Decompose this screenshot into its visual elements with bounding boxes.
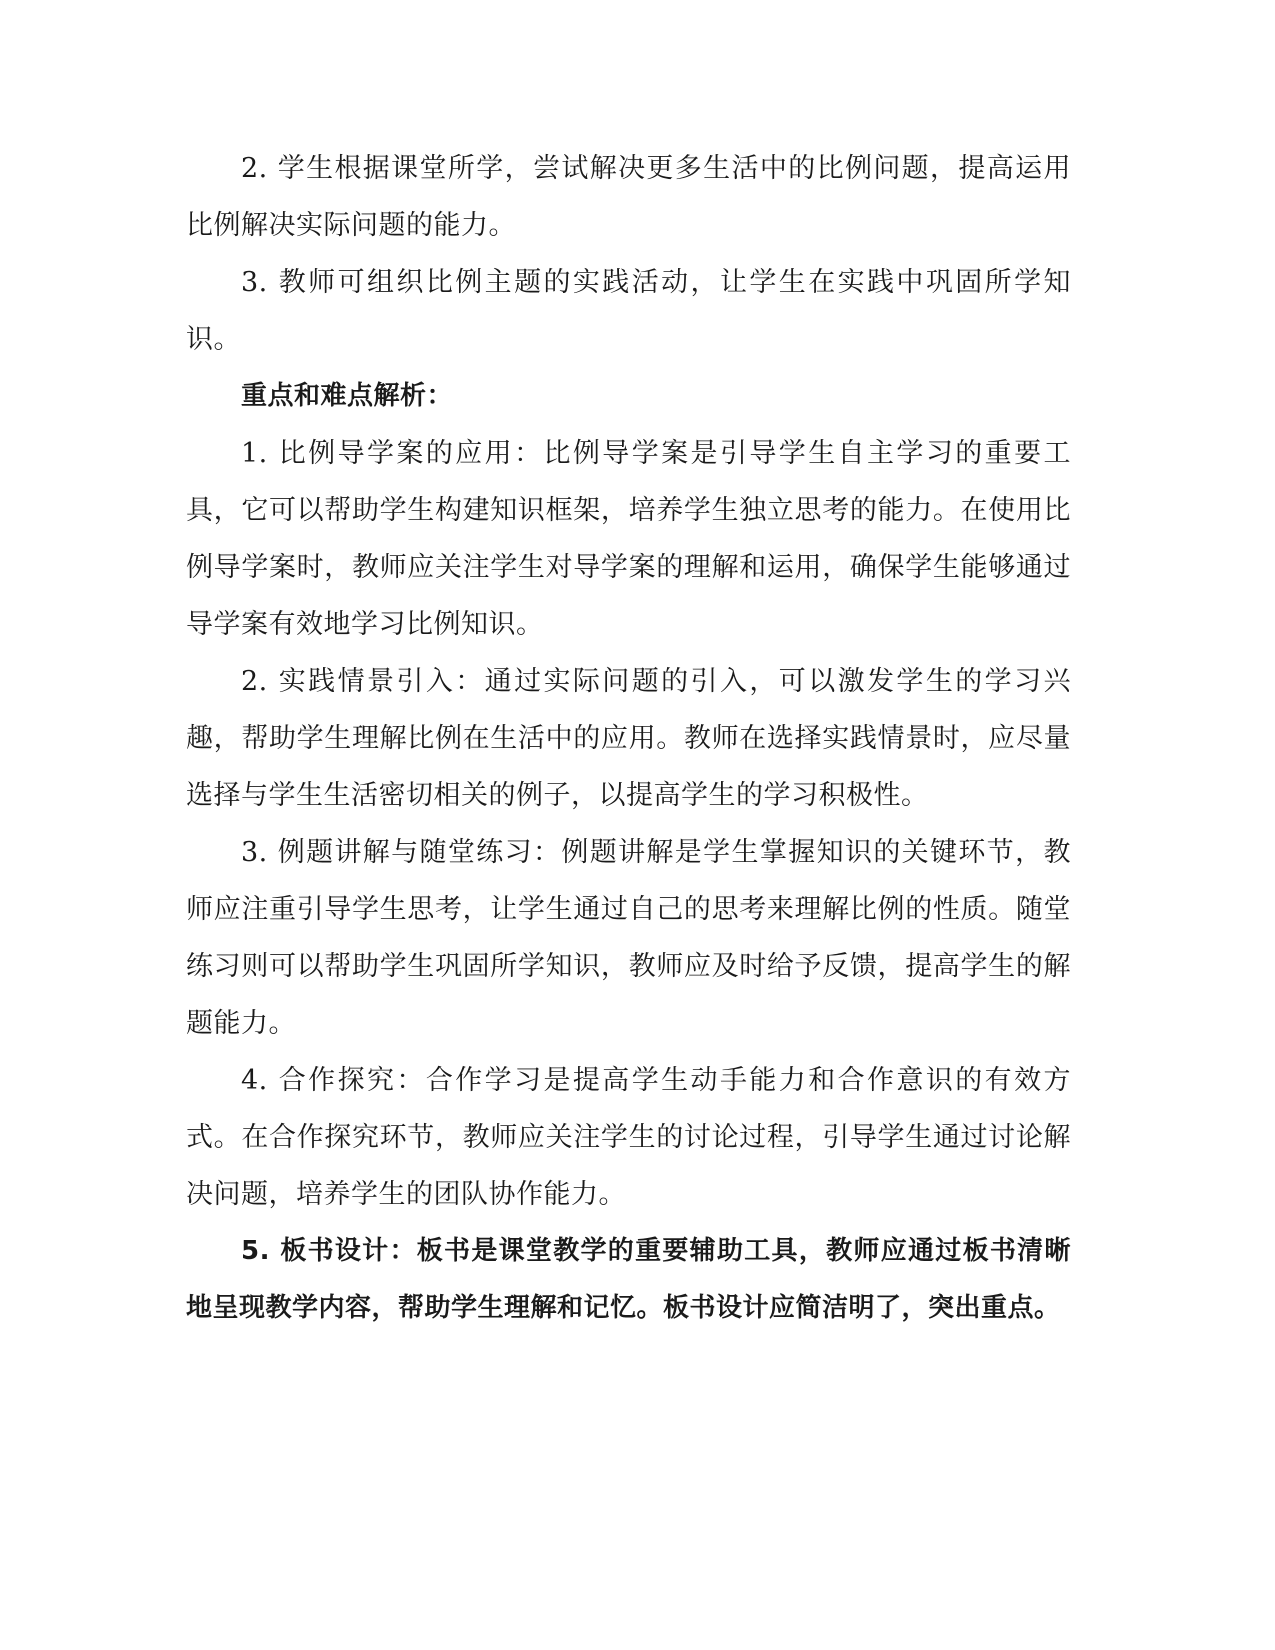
item-number: 4. — [241, 1065, 268, 1096]
item-number: 2. — [241, 153, 268, 184]
item-number: 3. — [241, 267, 268, 298]
paragraph-top-item-2 — [186, 140, 1071, 254]
item-text: 板书设计：板书是课堂教学的重要辅助工具，教师应通过板书清晰地呈现教学内容，帮助学生理解和记忆。板书设计应简洁明了，突出重点。 — [186, 1236, 1071, 1323]
analysis-item-1 — [186, 425, 1071, 653]
analysis-item-2 — [186, 653, 1071, 824]
paragraph-top-item-3 — [186, 254, 1071, 368]
item-text: 例题讲解与随堂练习：例题讲解是学生掌握知识的关键环节，教师应注重引导学生思考，让学生通过自己的思考来理解比例的性质。随堂练习则可以帮助学生巩固所学知识，教师应及时给予反馈，提高学生的解题能力。 — [186, 837, 1071, 1039]
analysis-item-3 — [186, 824, 1071, 1052]
section-heading: 重点和难点解析： — [241, 381, 454, 411]
item-number: 5. — [241, 1236, 270, 1266]
item-text: 实践情景引入：通过实际问题的引入，可以激发学生的学习兴趣，帮助学生理解比例在生活中的应用。教师在选择实践情景时，应尽量选择与学生生活密切相关的例子，以提高学生的学习积极性。 — [186, 666, 1071, 811]
analysis-item-4 — [186, 1052, 1071, 1223]
item-number: 2. — [241, 666, 268, 697]
item-number: 1. — [241, 438, 268, 469]
item-text: 学生根据课堂所学，尝试解决更多生活中的比例问题，提高运用比例解决实际问题的能力。 — [186, 153, 1071, 241]
item-text: 教师可组织比例主题的实践活动，让学生在实践中巩固所学知识。 — [186, 267, 1071, 355]
item-text: 比例导学案的应用：比例导学案是引导学生自主学习的重要工具，它可以帮助学生构建知识框架，培养学生独立思考的能力。在使用比例导学案时，教师应关注学生对导学案的理解和运用，确保学生能够通过导学案有效地学习比例知识。 — [186, 438, 1071, 640]
analysis-item-5 — [186, 1223, 1071, 1337]
item-number: 3. — [241, 837, 268, 868]
item-text: 合作探究：合作学习是提高学生动手能力和合作意识的有效方式。在合作探究环节，教师应关注学生的讨论过程，引导学生通过讨论解决问题，培养学生的团队协作能力。 — [186, 1065, 1071, 1210]
document-body — [186, 140, 1071, 1337]
